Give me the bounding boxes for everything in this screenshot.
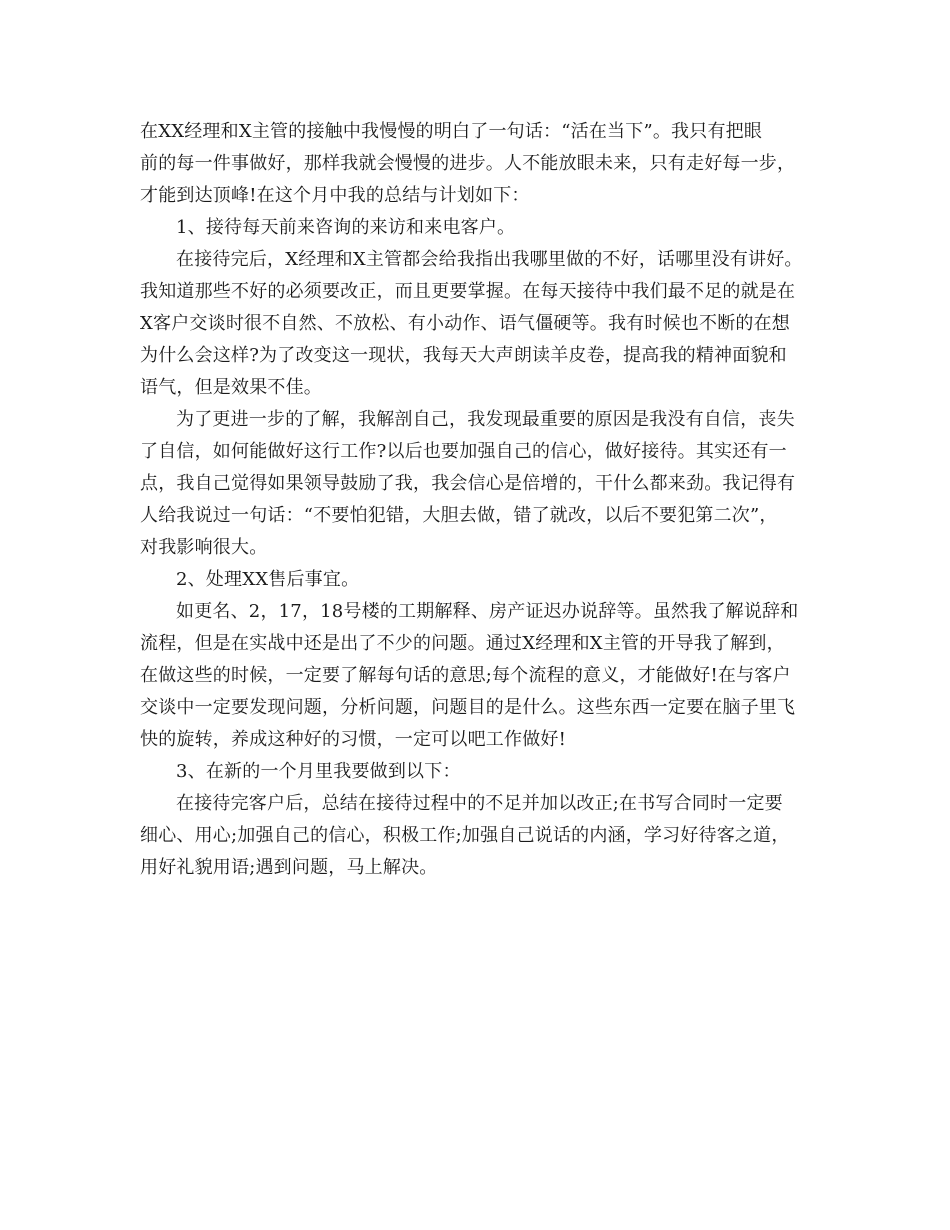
text-line: 了自信，如何能做好这行工作?以后也要加强自己的信心，做好接待。其实还有一 bbox=[140, 441, 787, 462]
text-line: 在接待完客户后，总结在接待过程中的不足并加以改正;在书写合同时一定要 bbox=[176, 793, 783, 814]
text-line: 我知道那些不好的必须要改正，而且更要掌握。在每天接待中我们最不足的就是在 bbox=[140, 281, 796, 302]
text-line: 在接待完后，X经理和X主管都会给我指出我哪里做的不好，话哪里没有讲好。 bbox=[176, 249, 803, 270]
text-line: X客户交谈时很不自然、不放松、有小动作、语气僵硬等。我有时候也不断的在想 bbox=[140, 313, 791, 334]
text-line: 语气，但是效果不佳。 bbox=[140, 377, 322, 398]
text-line: 点，我自己觉得如果领导鼓励了我，我会信心是倍增的，干什么都来劲。我记得有 bbox=[140, 473, 796, 494]
text-line: 细心、用心;加强自己的信心，积极工作;加强自己说话的内涵，学习好待客之道， bbox=[140, 825, 790, 846]
text-line: 为什么会这样?为了改变这一现状，我每天大声朗读羊皮卷，提高我的精神面貌和 bbox=[140, 345, 787, 366]
text-line: 交谈中一定要发现问题，分析问题，问题目的是什么。这些东西一定要在脑子里飞 bbox=[140, 697, 796, 718]
text-line: 对我影响很大。 bbox=[140, 537, 268, 558]
text-line: 在XX经理和X主管的接触中我慢慢的明白了一句话：“活在当下”。我只有把眼 bbox=[140, 121, 763, 142]
text-line: 前的每一件事做好，那样我就会慢慢的进步。人不能放眼未来，只有走好每一步， bbox=[140, 153, 796, 174]
text-line: 快的旋转，养成这种好的习惯，一定可以吧工作做好! bbox=[140, 729, 567, 750]
text-line: 在做这些的时候，一定要了解每句话的意思;每个流程的意义，才能做好!在与客户 bbox=[140, 665, 791, 686]
text-line: 人给我说过一句话：“不要怕犯错，大胆去做，错了就改，以后不要犯第二次”， bbox=[140, 505, 778, 526]
text-line: 2、处理XX售后事宜。 bbox=[176, 569, 360, 590]
text-line: 3、在新的一个月里我要做到以下： bbox=[176, 761, 461, 782]
text-line: 流程，但是在实战中还是出了不少的问题。通过X经理和X主管的开导我了解到， bbox=[140, 633, 785, 654]
text-line: 1、接待每天前来咨询的来访和来电客户。 bbox=[176, 217, 516, 238]
text-line: 如更名、2，17，18号楼的工期解释、房产证迟办说辞等。虽然我了解说辞和 bbox=[176, 601, 799, 622]
document-body bbox=[140, 116, 810, 884]
text-line: 为了更进一步的了解，我解剖自己，我发现最重要的原因是我没有自信，丧失 bbox=[176, 409, 795, 430]
text-line: 用好礼貌用语;遇到问题，马上解决。 bbox=[140, 857, 438, 878]
text-line: 才能到达顶峰!在这个月中我的总结与计划如下： bbox=[140, 185, 530, 206]
